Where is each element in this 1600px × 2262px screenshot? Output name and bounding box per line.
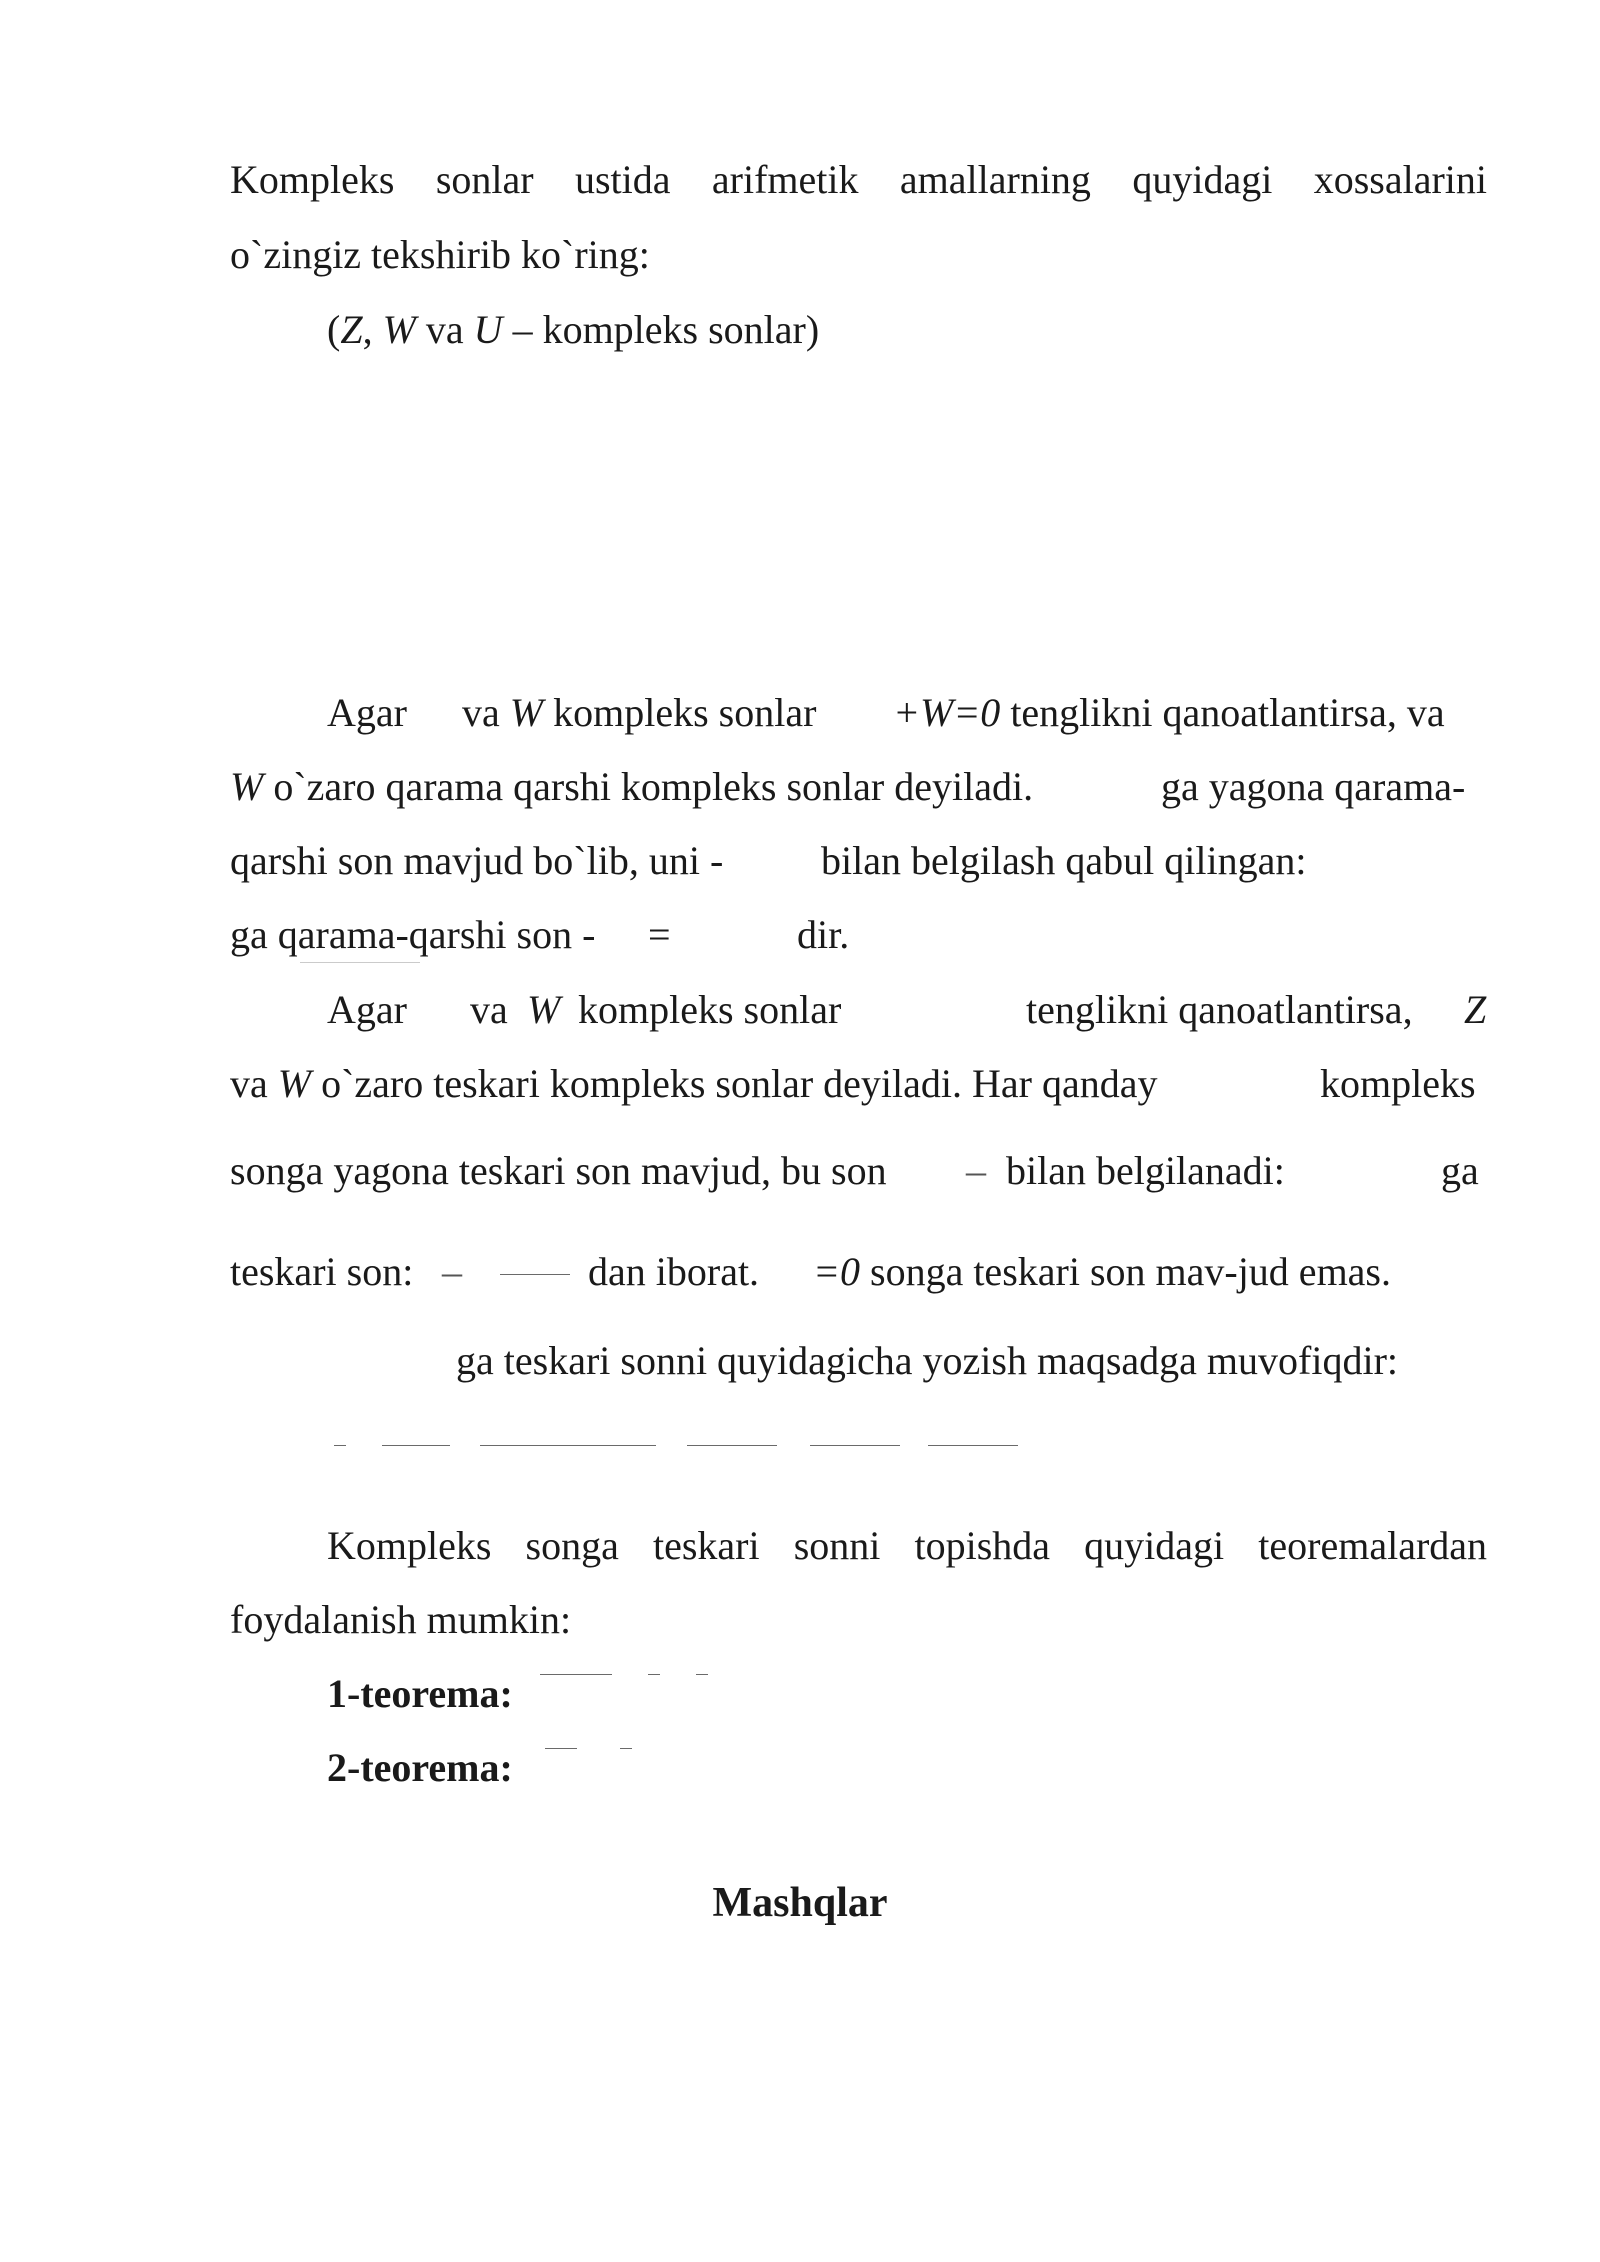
formula-bar-2 [480,1445,656,1446]
inverse-line-2b [1320,1061,1476,1106]
minus-sign: – [966,1148,986,1193]
var-w: W [230,764,264,809]
formula-bar-3 [687,1445,777,1446]
word-ga: ga [1441,1148,1479,1193]
word-va: va [470,987,508,1032]
opposite-line-1b [462,690,817,735]
intro-line-2 [230,232,650,277]
inverse-text-5: ga teskari sonni quyidagicha yozish maqsadga muvofiqdir: [456,1338,1399,1383]
formula-bar-4 [810,1445,900,1446]
word-4: sonni [793,1523,881,1568]
inverse-line-2 [230,1061,1158,1106]
inverse-line-1c [527,987,561,1032]
inverse-text-3b: bilan belgilanadi: [1006,1148,1285,1193]
word-3: teskari [652,1523,760,1568]
section-title: Mashqlar [712,1880,888,1926]
inverse-line-3c [1441,1148,1479,1193]
word-6: quyidagi [1084,1523,1225,1568]
var-z: Z [1464,987,1487,1032]
inverse-rest-1: tenglikni qanoatlantirsa, [1026,987,1413,1032]
theorem-1-bar-1 [540,1674,612,1675]
opposite-line-2 [230,764,1034,809]
theorem-2 [327,1745,513,1790]
theorem-1 [327,1671,513,1716]
var-u: U [473,307,503,352]
word-7: teoremalardan [1258,1523,1488,1568]
opposite-text-2-end: ga yagona qarama- [1161,764,1466,809]
word-kompleks-sonlar: kompleks sonlar [578,987,842,1032]
var-w: W [277,1061,312,1106]
intro-text-1: Kompleks sonlar ustida arifmetik amallarning quyidagi xossalarini [230,157,1487,202]
word-va: va [230,1061,278,1106]
theorem-1-bar-3 [696,1674,708,1675]
opposite-text-3b: bilan belgilash qabul qilingan: [821,838,1307,883]
word-5: topishda [914,1523,1051,1568]
theorem-1-label: 1-teorema: [327,1671,513,1716]
formula-bar-5 [928,1445,1018,1446]
word-dir: dir. [797,912,850,957]
opposite-line-4c [797,912,850,957]
inverse-line-4-minus [442,1249,462,1294]
var-w: W [527,987,561,1032]
intro-rest: – kompleks sonlar) [502,307,820,352]
opposite-text-4a: ga qarama-qarshi son - [230,912,596,957]
inverse-line-1e [1026,987,1413,1032]
var-w: W [509,690,544,735]
inverse-text-4a: teskari son: [230,1249,414,1294]
opposite-text-2: o`zaro qarama qarshi kompleks sonlar deyiladi. [263,764,1034,809]
intro-text-2: o`zingiz tekshirib ko`ring: [230,232,650,277]
opposite-line-3b [821,838,1307,883]
equation-sum-zero: +W=0 [893,690,1001,735]
intro-line-1 [230,157,1487,202]
inverse-line-3 [230,1148,887,1193]
formula-bar-1 [382,1445,450,1446]
inverse-line-5 [456,1338,1399,1383]
theorems-text-2: foydalanish mumkin: [230,1597,572,1642]
theorem-2-bar-2 [620,1748,632,1749]
inverse-line-1d [578,987,842,1032]
inverse-line-3-minus [966,1148,986,1193]
intro-line-3 [327,307,820,352]
opposite-line-1 [327,690,407,735]
fraction-bar [500,1274,570,1275]
equals-sign: = [648,912,671,957]
formula-minus [334,1445,346,1446]
overline-mark [300,962,420,963]
word-agar: Agar [327,690,407,735]
inverse-line-3b [1006,1148,1285,1193]
word-2: songa [525,1523,619,1568]
minus-sign: – [442,1249,462,1294]
opposite-line-4b [648,912,671,957]
theorem-2-label: 2-teorema: [327,1745,513,1790]
theorem-1-bar-2 [648,1674,660,1675]
word-kompleks: kompleks [1320,1061,1476,1106]
opposite-line-4 [230,912,596,957]
word-agar: Agar [327,987,407,1032]
word-dan-iborat: dan iborat. [588,1249,760,1294]
theorem-2-bar-1 [545,1748,577,1749]
opposite-line-1c [893,690,1445,735]
word-kompleks-sonlar: kompleks sonlar [553,690,817,735]
opposite-line-2b [1161,764,1466,809]
inverse-line-4b [588,1249,760,1294]
equation-zero: =0 [813,1249,860,1294]
theorems-line-2 [230,1597,572,1642]
word-1: Kompleks [327,1523,492,1568]
opposite-rest-1: tenglikni qanoatlantirsa, va [1010,690,1445,735]
inverse-line-4 [230,1249,414,1294]
var-w: W [382,307,416,352]
paren-open: ( [327,307,341,352]
inverse-text-3a: songa yagona teskari son mavjud, bu son [230,1148,887,1193]
inverse-text-4c: songa teskari son mav-jud emas. [860,1249,1391,1294]
inverse-line-1 [327,987,407,1032]
comma: , [362,307,383,352]
inverse-text-2: o`zaro teskari kompleks sonlar deyiladi. Har qanday [311,1061,1158,1106]
opposite-text-3a: qarshi son mavjud bo`lib, uni - [230,838,724,883]
opposite-line-3 [230,838,724,883]
word-va: va [415,307,474,352]
inverse-line-4c [813,1249,1391,1294]
word-va: va [462,690,500,735]
inverse-line-1b [470,987,508,1032]
inverse-line-1f [1464,987,1487,1032]
var-z: Z [340,307,363,352]
theorems-line-1 [327,1523,1488,1568]
